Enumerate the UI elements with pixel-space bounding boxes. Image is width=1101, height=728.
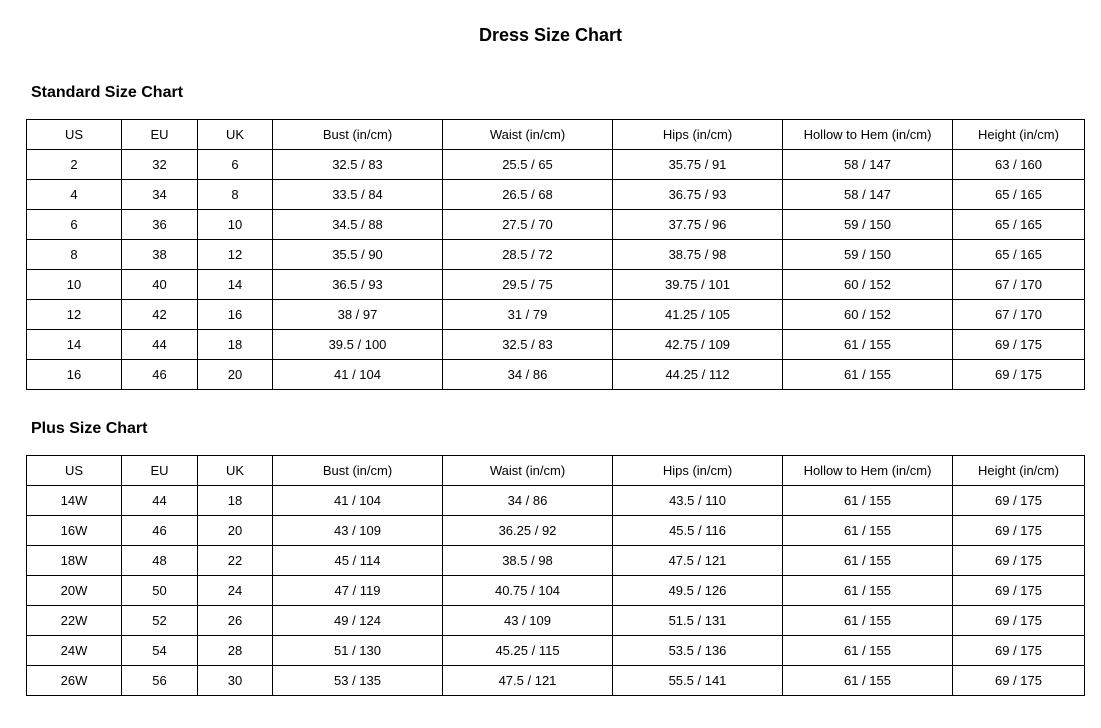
table-cell: 53 / 135 xyxy=(273,666,443,696)
table-cell: 35.75 / 91 xyxy=(613,150,783,180)
table-cell: 69 / 175 xyxy=(953,576,1085,606)
table-cell: 69 / 175 xyxy=(953,360,1085,390)
table-cell: 36.75 / 93 xyxy=(613,180,783,210)
table-cell: 59 / 150 xyxy=(783,210,953,240)
table-cell: 40.75 / 104 xyxy=(443,576,613,606)
table-row xyxy=(27,330,1085,360)
table-cell: 16 xyxy=(198,300,273,330)
table-cell: 46 xyxy=(122,516,198,546)
table-row xyxy=(27,150,1085,180)
table-cell: 69 / 175 xyxy=(953,486,1085,516)
plus-size-table xyxy=(26,455,1085,696)
table-cell: 61 / 155 xyxy=(783,546,953,576)
table-cell: 49.5 / 126 xyxy=(613,576,783,606)
table-row xyxy=(27,240,1085,270)
table-cell: 18W xyxy=(27,546,122,576)
table-cell: 27.5 / 70 xyxy=(443,210,613,240)
column-header: Height (in/cm) xyxy=(953,120,1085,150)
table-cell: 41 / 104 xyxy=(273,486,443,516)
table-cell: 60 / 152 xyxy=(783,270,953,300)
header-row xyxy=(27,120,1085,150)
column-header: Hips (in/cm) xyxy=(613,456,783,486)
table-cell: 58 / 147 xyxy=(783,150,953,180)
table-cell: 10 xyxy=(198,210,273,240)
table-cell: 8 xyxy=(198,180,273,210)
table-cell: 32 xyxy=(122,150,198,180)
table-cell: 6 xyxy=(27,210,122,240)
table-row xyxy=(27,636,1085,666)
table-cell: 31 / 79 xyxy=(443,300,613,330)
table-cell: 69 / 175 xyxy=(953,606,1085,636)
column-header: Bust (in/cm) xyxy=(273,456,443,486)
table-cell: 61 / 155 xyxy=(783,606,953,636)
table-row xyxy=(27,606,1085,636)
table-cell: 42.75 / 109 xyxy=(613,330,783,360)
table-cell: 4 xyxy=(27,180,122,210)
table-row xyxy=(27,270,1085,300)
table-cell: 14 xyxy=(27,330,122,360)
table-cell: 25.5 / 65 xyxy=(443,150,613,180)
column-header: Hollow to Hem (in/cm) xyxy=(783,120,953,150)
table-cell: 61 / 155 xyxy=(783,516,953,546)
table-cell: 59 / 150 xyxy=(783,240,953,270)
table-cell: 67 / 170 xyxy=(953,300,1085,330)
table-cell: 47 / 119 xyxy=(273,576,443,606)
table-cell: 22 xyxy=(198,546,273,576)
table-cell: 8 xyxy=(27,240,122,270)
table-row xyxy=(27,180,1085,210)
table-cell: 38.75 / 98 xyxy=(613,240,783,270)
table-cell: 20W xyxy=(27,576,122,606)
table-cell: 56 xyxy=(122,666,198,696)
table-cell: 61 / 155 xyxy=(783,636,953,666)
table-cell: 53.5 / 136 xyxy=(613,636,783,666)
table-cell: 41 / 104 xyxy=(273,360,443,390)
table-cell: 16W xyxy=(27,516,122,546)
table-cell: 20 xyxy=(198,360,273,390)
table-cell: 65 / 165 xyxy=(953,240,1085,270)
table-cell: 63 / 160 xyxy=(953,150,1085,180)
column-header: EU xyxy=(122,456,198,486)
table-cell: 48 xyxy=(122,546,198,576)
table-cell: 45.25 / 115 xyxy=(443,636,613,666)
table-cell: 40 xyxy=(122,270,198,300)
column-header: Hollow to Hem (in/cm) xyxy=(783,456,953,486)
table-cell: 10 xyxy=(27,270,122,300)
table-cell: 61 / 155 xyxy=(783,360,953,390)
table-cell: 14W xyxy=(27,486,122,516)
column-header: Waist (in/cm) xyxy=(443,120,613,150)
table-cell: 34 / 86 xyxy=(443,360,613,390)
table-cell: 14 xyxy=(198,270,273,300)
table-cell: 12 xyxy=(27,300,122,330)
table-cell: 16 xyxy=(27,360,122,390)
table-cell: 6 xyxy=(198,150,273,180)
table-cell: 44 xyxy=(122,330,198,360)
page-title: Dress Size Chart xyxy=(478,25,623,45)
table-cell: 28.5 / 72 xyxy=(443,240,613,270)
column-header: US xyxy=(27,456,122,486)
table-cell: 34 xyxy=(122,180,198,210)
column-header: Bust (in/cm) xyxy=(273,120,443,150)
table-cell: 36.5 / 93 xyxy=(273,270,443,300)
table-cell: 69 / 175 xyxy=(953,636,1085,666)
table-cell: 28 xyxy=(198,636,273,666)
column-header: UK xyxy=(198,120,273,150)
table-cell: 43 / 109 xyxy=(273,516,443,546)
table-cell: 39.75 / 101 xyxy=(613,270,783,300)
table-cell: 18 xyxy=(198,486,273,516)
table-cell: 12 xyxy=(198,240,273,270)
table-cell: 30 xyxy=(198,666,273,696)
table-cell: 69 / 175 xyxy=(953,330,1085,360)
table-cell: 24W xyxy=(27,636,122,666)
table-cell: 38 xyxy=(122,240,198,270)
table-cell: 61 / 155 xyxy=(783,666,953,696)
table-cell: 22W xyxy=(27,606,122,636)
table-cell: 39.5 / 100 xyxy=(273,330,443,360)
table-row xyxy=(27,516,1085,546)
standard-table-body xyxy=(27,150,1085,390)
standard-size-table xyxy=(26,119,1085,390)
table-cell: 47.5 / 121 xyxy=(443,666,613,696)
table-row xyxy=(27,546,1085,576)
table-cell: 45.5 / 116 xyxy=(613,516,783,546)
table-cell: 24 xyxy=(198,576,273,606)
table-cell: 61 / 155 xyxy=(783,576,953,606)
table-row xyxy=(27,576,1085,606)
table-cell: 52 xyxy=(122,606,198,636)
table-cell: 58 / 147 xyxy=(783,180,953,210)
table-cell: 44 xyxy=(122,486,198,516)
table-cell: 43.5 / 110 xyxy=(613,486,783,516)
table-cell: 32.5 / 83 xyxy=(443,330,613,360)
table-row xyxy=(27,360,1085,390)
table-cell: 38 / 97 xyxy=(273,300,443,330)
table-cell: 33.5 / 84 xyxy=(273,180,443,210)
plus-size-chart-heading: Plus Size Chart xyxy=(31,420,148,437)
table-cell: 26.5 / 68 xyxy=(443,180,613,210)
table-cell: 35.5 / 90 xyxy=(273,240,443,270)
table-cell: 55.5 / 141 xyxy=(613,666,783,696)
standard-size-chart-heading: Standard Size Chart xyxy=(31,84,184,101)
table-cell: 54 xyxy=(122,636,198,666)
column-header: Height (in/cm) xyxy=(953,456,1085,486)
table-cell: 60 / 152 xyxy=(783,300,953,330)
table-cell: 34.5 / 88 xyxy=(273,210,443,240)
table-cell: 51.5 / 131 xyxy=(613,606,783,636)
table-cell: 69 / 175 xyxy=(953,666,1085,696)
column-header: UK xyxy=(198,456,273,486)
table-cell: 67 / 170 xyxy=(953,270,1085,300)
table-cell: 65 / 165 xyxy=(953,180,1085,210)
column-header: US xyxy=(27,120,122,150)
table-cell: 32.5 / 83 xyxy=(273,150,443,180)
table-row xyxy=(27,486,1085,516)
table-row xyxy=(27,210,1085,240)
standard-table-header xyxy=(27,120,1085,150)
table-cell: 26W xyxy=(27,666,122,696)
table-row xyxy=(27,300,1085,330)
table-cell: 50 xyxy=(122,576,198,606)
table-cell: 37.75 / 96 xyxy=(613,210,783,240)
table-cell: 36 xyxy=(122,210,198,240)
table-cell: 2 xyxy=(27,150,122,180)
header-row xyxy=(27,456,1085,486)
plus-table-header xyxy=(27,456,1085,486)
table-cell: 46 xyxy=(122,360,198,390)
table-cell: 43 / 109 xyxy=(443,606,613,636)
column-header: Hips (in/cm) xyxy=(613,120,783,150)
table-cell: 45 / 114 xyxy=(273,546,443,576)
table-cell: 26 xyxy=(198,606,273,636)
plus-table-body xyxy=(27,486,1085,696)
table-cell: 65 / 165 xyxy=(953,210,1085,240)
table-cell: 69 / 175 xyxy=(953,546,1085,576)
table-cell: 38.5 / 98 xyxy=(443,546,613,576)
table-cell: 36.25 / 92 xyxy=(443,516,613,546)
table-cell: 29.5 / 75 xyxy=(443,270,613,300)
table-cell: 34 / 86 xyxy=(443,486,613,516)
column-header: Waist (in/cm) xyxy=(443,456,613,486)
table-cell: 18 xyxy=(198,330,273,360)
table-cell: 41.25 / 105 xyxy=(613,300,783,330)
table-cell: 49 / 124 xyxy=(273,606,443,636)
table-cell: 51 / 130 xyxy=(273,636,443,666)
table-cell: 69 / 175 xyxy=(953,516,1085,546)
table-cell: 61 / 155 xyxy=(783,330,953,360)
table-cell: 20 xyxy=(198,516,273,546)
table-row xyxy=(27,666,1085,696)
column-header: EU xyxy=(122,120,198,150)
table-cell: 44.25 / 112 xyxy=(613,360,783,390)
table-cell: 61 / 155 xyxy=(783,486,953,516)
table-cell: 47.5 / 121 xyxy=(613,546,783,576)
table-cell: 42 xyxy=(122,300,198,330)
